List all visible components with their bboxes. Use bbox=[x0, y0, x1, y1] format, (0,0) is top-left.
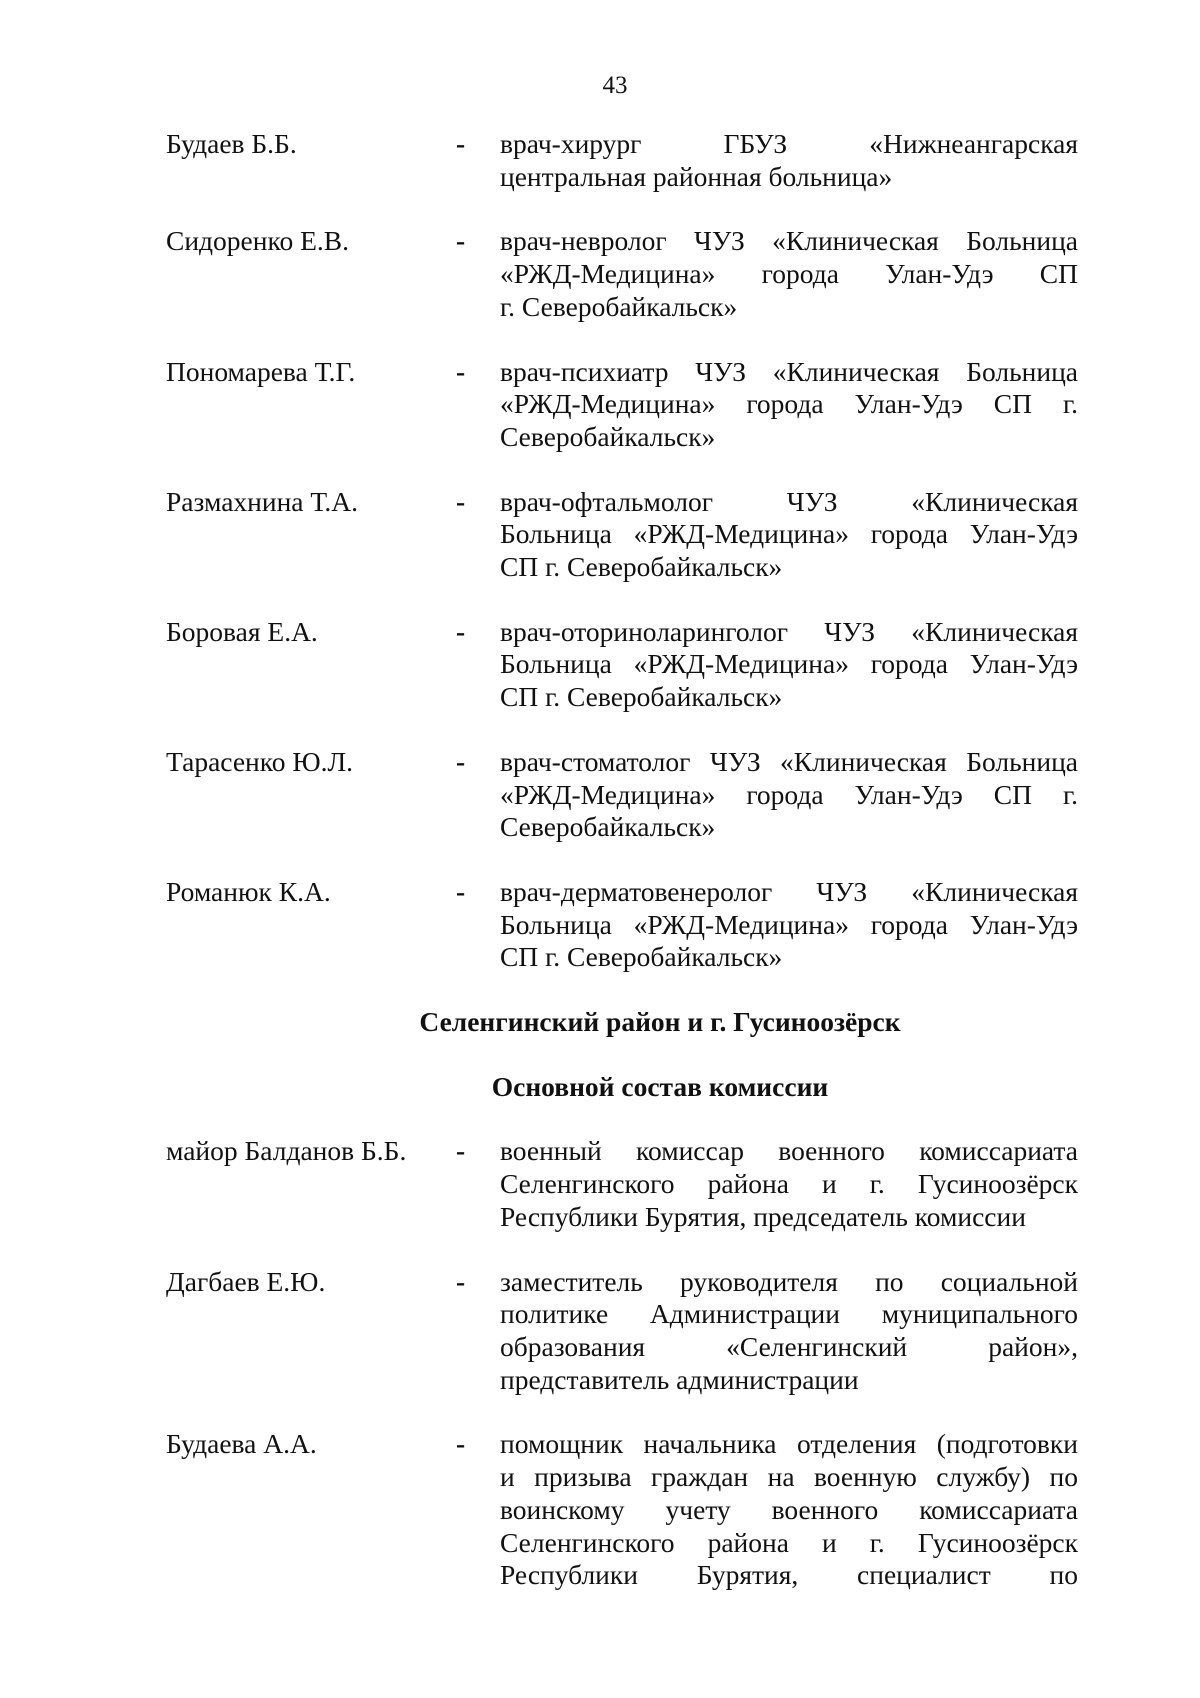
position-line: «РЖД-Медицина» города Улан-Удэ СП г. bbox=[500, 778, 1078, 810]
position-line: Больница «РЖД-Медицина» города Улан-Удэ bbox=[500, 518, 1078, 550]
member-entry bbox=[166, 128, 1078, 193]
member-position bbox=[500, 225, 1078, 323]
member-name: Сидоренко Е.В. bbox=[166, 225, 349, 257]
position-line: «РЖД-Медицина» города Улан-Удэ СП bbox=[500, 258, 1078, 290]
commission-list-part-1 bbox=[166, 128, 1078, 974]
member-entry bbox=[166, 1266, 1078, 1397]
dash-separator: - bbox=[456, 875, 466, 907]
member-name: Размахнина Т.А. bbox=[166, 485, 359, 517]
position-line: врач-оториноларинголог ЧУЗ «Клиническая bbox=[500, 615, 1078, 647]
member-position bbox=[500, 1428, 1078, 1592]
position-line: Селенгинского района и г. Гусиноозёрск bbox=[500, 1168, 1078, 1200]
member-position bbox=[500, 356, 1078, 454]
page-number: 43 bbox=[602, 72, 628, 99]
member-entry bbox=[166, 876, 1078, 974]
position-line: воинскому учету военного комиссариата bbox=[500, 1493, 1078, 1525]
member-entry bbox=[166, 1135, 1078, 1233]
member-position bbox=[500, 128, 1078, 193]
position-line: и призыва граждан на военную службу) по bbox=[500, 1461, 1078, 1493]
dash-separator: - bbox=[456, 1428, 466, 1460]
member-entry bbox=[166, 486, 1078, 584]
commission-list-part-2 bbox=[166, 1135, 1078, 1591]
member-name: Дагбаев Е.Ю. bbox=[166, 1265, 326, 1297]
position-line: Северобайкальск» bbox=[500, 811, 716, 843]
position-line: образования «Селенгинский район», bbox=[500, 1330, 1078, 1362]
position-line: политике Администрации муниципального bbox=[500, 1298, 1078, 1330]
dash-separator: - bbox=[456, 355, 466, 387]
member-position bbox=[500, 1266, 1078, 1397]
position-line: Республики Бурятия, председатель комиссии bbox=[500, 1200, 1026, 1232]
member-name: Пономарева Т.Г. bbox=[166, 355, 356, 387]
position-line: Больница «РЖД-Медицина» города Улан-Удэ bbox=[500, 908, 1078, 940]
member-name: Боровая Е.А. bbox=[166, 615, 318, 647]
member-entry bbox=[166, 356, 1078, 454]
member-name: майор Балданов Б.Б. bbox=[166, 1135, 407, 1167]
member-position bbox=[500, 876, 1078, 974]
member-entry bbox=[166, 1428, 1078, 1592]
member-name: Будаев Б.Б. bbox=[166, 128, 297, 159]
position-line: врач-невролог ЧУЗ «Клиническая Больница bbox=[500, 225, 1078, 257]
dash-separator: - bbox=[456, 1135, 466, 1167]
position-line: военный комиссар военного комиссариата bbox=[500, 1135, 1078, 1167]
member-entry bbox=[166, 616, 1078, 714]
position-line: врач-хирург ГБУЗ «Нижнеангарская bbox=[500, 128, 1078, 159]
position-line: заместитель руководителя по социальной bbox=[500, 1265, 1078, 1297]
position-line: врач-психиатр ЧУЗ «Клиническая Больница bbox=[500, 355, 1078, 387]
position-line: СП г. Северобайкальск» bbox=[500, 941, 783, 973]
dash-separator: - bbox=[456, 128, 466, 159]
commission-list bbox=[166, 128, 1078, 1624]
position-line: г. Северобайкальск» bbox=[500, 290, 738, 322]
dash-separator: - bbox=[456, 615, 466, 647]
position-line: центральная районная больница» bbox=[500, 160, 893, 192]
member-position bbox=[500, 486, 1078, 584]
dash-separator: - bbox=[456, 485, 466, 517]
member-name: Романюк К.А. bbox=[166, 875, 331, 907]
section-title: Селенгинский район и г. Гусиноозёрск bbox=[419, 1006, 901, 1038]
member-entry bbox=[166, 225, 1078, 323]
member-name: Будаева А.А. bbox=[166, 1428, 317, 1460]
member-position bbox=[500, 746, 1078, 844]
position-line: врач-стоматолог ЧУЗ «Клиническая Больница bbox=[500, 745, 1078, 777]
position-line: Больница «РЖД-Медицина» города Улан-Удэ bbox=[500, 648, 1078, 680]
position-line: Республики Бурятия, специалист по bbox=[500, 1559, 1078, 1591]
dash-separator: - bbox=[456, 1265, 466, 1297]
dash-separator: - bbox=[456, 225, 466, 257]
subsection-title: Основной состав комиссии bbox=[491, 1070, 829, 1102]
position-line: СП г. Северобайкальск» bbox=[500, 551, 783, 583]
position-line: Селенгинского района и г. Гусиноозёрск bbox=[500, 1526, 1078, 1558]
position-line: «РЖД-Медицина» города Улан-Удэ СП г. bbox=[500, 388, 1078, 420]
member-entry bbox=[166, 746, 1078, 844]
member-position bbox=[500, 616, 1078, 714]
position-line: представитель администрации bbox=[500, 1363, 859, 1395]
member-name: Тарасенко Ю.Л. bbox=[166, 745, 353, 777]
position-line: помощник начальника отделения (подготовки bbox=[500, 1428, 1078, 1460]
position-line: врач-дерматовенеролог ЧУЗ «Клиническая bbox=[500, 875, 1078, 907]
position-line: врач-офтальмолог ЧУЗ «Клиническая bbox=[500, 485, 1078, 517]
member-position bbox=[500, 1135, 1078, 1233]
position-line: СП г. Северобайкальск» bbox=[500, 681, 783, 713]
dash-separator: - bbox=[456, 745, 466, 777]
position-line: Северобайкальск» bbox=[500, 420, 716, 452]
